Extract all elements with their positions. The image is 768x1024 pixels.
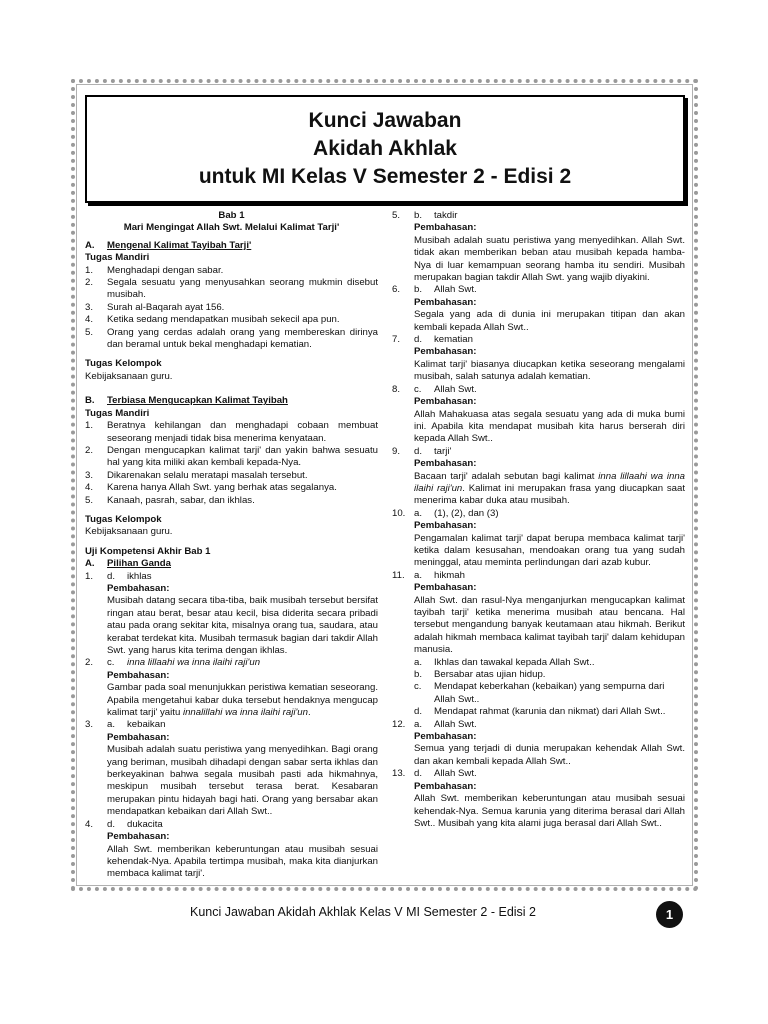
answer-row (392, 334, 685, 346)
pembahasan-label: Pembahasan: (414, 520, 477, 532)
tugas-mandiri-b: Tugas Mandiri (85, 407, 150, 419)
answer-text: kematian (434, 334, 473, 346)
explanation-part: . Kalimat ini merupakan frasa yang diucapkan saat menerima kabar duka atau musibah. (414, 482, 685, 507)
list-item (85, 482, 378, 494)
answer-row (85, 819, 378, 831)
kebijaksanaan-a: Kebijaksanaan guru. (85, 370, 173, 382)
list-item (414, 657, 685, 669)
answer-row (85, 571, 378, 583)
pembahasan-label: Pembahasan: (414, 396, 477, 408)
kebijaksanaan-b: Kebijaksanaan guru. (85, 526, 173, 538)
answer-row (392, 508, 685, 520)
list-item (85, 327, 378, 352)
answer-text: dukacita (127, 818, 163, 830)
answer-option: a. (414, 507, 423, 519)
item-number: 3. (85, 301, 94, 313)
pembahasan-label: Pembahasan: (107, 831, 170, 843)
item-text: Orang yang cerdas adalah orang yang membereskan dirinya dan beramal untuk bekal menghadapi kematian. (107, 326, 378, 351)
item-number: 5. (85, 326, 94, 338)
section-b-label: B. (85, 395, 95, 407)
item-number: 1. (85, 420, 94, 432)
pilihan-ganda-title: Pilihan Ganda (107, 558, 171, 570)
answer-row (392, 446, 685, 458)
answer-number: 12. (392, 718, 406, 730)
item-number: 5. (85, 494, 94, 506)
answer-explanation: Pengamalan kalimat tarji' dapat berupa membaca kalimat tarji' ketika dalam kesusahan, mendoakan orang tua yang sudah meninggal, atau meminta perlindungan dari azab kubur. (414, 532, 685, 569)
item-text: Dengan mengucapkan kalimat tarji' dan yakin bahwa sesuatu hal yang kita miliki akan kembali kepada-Nya. (107, 444, 378, 469)
footer-title: Kunci Jawaban Akidah Akhlak Kelas V MI Semester 2 - Edisi 2 (190, 905, 537, 919)
answer-text: inna lillaahi wa inna ilaihi raji'un (127, 657, 261, 669)
answer-option: d. (107, 570, 116, 582)
answer-row (392, 768, 685, 780)
list-item (414, 706, 685, 718)
answer-number: 11. (392, 569, 405, 581)
explanation-part: . (307, 707, 311, 719)
item-number: 3. (85, 469, 94, 481)
answer-number: 3. (85, 719, 94, 731)
item-text: Surah al-Baqarah ayat 156. (107, 301, 225, 313)
sub-text: Ikhlas dan tawakal kepada Allah Swt.. (434, 656, 595, 668)
answer-row (392, 384, 685, 396)
item-number: 4. (85, 314, 94, 326)
list-item (85, 470, 378, 482)
sub-text: Bersabar atas ujian hidup. (434, 669, 546, 681)
answer-option: c. (414, 383, 422, 395)
pembahasan-label: Pembahasan: (107, 582, 170, 594)
list-item (414, 681, 685, 706)
sub-text: Mendapat rahmat (karunia dan nikmat) dari Allah Swt.. (434, 706, 666, 718)
answer-row (392, 284, 685, 296)
answer-text: Allah Swt. (434, 284, 477, 296)
pembahasan-label: Pembahasan: (414, 222, 477, 234)
answer-number: 6. (392, 284, 401, 296)
answer-number: 2. (85, 657, 94, 669)
list-item (414, 669, 685, 681)
answer-text: kebaikan (127, 719, 166, 731)
title-line-1: Kunci Jawaban (308, 109, 462, 132)
section-b-heading (85, 395, 378, 407)
item-text: Ketika sedang mendapatkan musibah sekecil apa pun. (107, 314, 340, 326)
item-text: Beratnya kehilangan dan menghadapi cobaan membuat seseorang menjadi tidak bisa menerima kenyataan. (107, 420, 378, 444)
answer-explanation: Musibah datang secara tiba-tiba, baik musibah tersebut bersifat ringan atau berat, besar atau kecil, bisa diderita secara pribadi atau pada orang sekitar kita, misalnya orang tua, saudara, atau kerabat terdekat kita. Musibah termasuk bagian dari takdir Allah Swt. yang harus kita terima dengan ikhlas. (107, 595, 378, 656)
answer-explanation: Kalimat tarji' biasanya diucapkan ketika seseorang mengalami musibah, salah satunya adalah kematian. (414, 358, 685, 383)
page-number-badge: 1 (656, 901, 683, 928)
sub-option: d. (414, 706, 423, 718)
item-number: 2. (85, 277, 94, 289)
section-b-list (85, 420, 378, 507)
answer-text: Allah Swt. (434, 768, 477, 780)
chapter-number: Bab 1 (218, 210, 245, 221)
list-item (85, 445, 378, 470)
answer-explanation: Semua yang terjadi di dunia merupakan kehendak Allah Swt. dan akan kembali kepada Allah Swt.. (414, 743, 685, 767)
chapter-title: Mari Mengingat Allah Swt. Melalui Kalimat Tarji' (123, 222, 340, 234)
list-item (85, 495, 378, 507)
section-b-title: Terbiasa Mengucapkan Kalimat Tayibah (107, 395, 288, 407)
sub-text: Mendapat keberkahan (kebaikan) yang sempurna dari Allah Swt.. (434, 681, 665, 705)
answer-text: (1), (2), dan (3) (434, 507, 499, 519)
answer-explanation (392, 471, 685, 508)
right-column (392, 210, 685, 830)
pembahasan-label: Pembahasan: (107, 731, 170, 743)
item-text: Menghadapi dengan sabar. (107, 264, 224, 276)
explanation-italic: inna lillaahi wa inna ilaihi raji'un (414, 470, 685, 494)
tugas-kelompok-a: Tugas Kelompok (85, 358, 162, 370)
item-text: Dikarenakan selalu meratapi masalah tersebut. (107, 469, 308, 481)
section-a-list (85, 265, 378, 352)
answer-explanation: Musibah adalah suatu peristiwa yang menyedihkan. Allah Swt. tidak akan memberikan beban atau musibah kepada hamba-Nya di luar kemampuan seorang hamba itu sendiri. Musibah merupakan bagian takdir Allah Swt. yang wajib diyakini. (414, 234, 685, 284)
pembahasan-label: Pembahasan: (414, 780, 477, 792)
hikmah-list (392, 657, 685, 719)
answer-explanation: Allah Swt. memberikan keberuntungan atau musibah sesuai kehendak-Nya. Apabila tertimpa musibah, maka kita dianjurkan membaca kalimat tarji'. (107, 843, 378, 880)
section-a-label: A. (85, 239, 95, 251)
list-item (85, 277, 378, 302)
explanation-italic: innalillahi wa inna ilaihi raji'un (182, 707, 308, 719)
answer-explanation: Allah Swt. dan rasul-Nya menganjurkan mengucapkan kalimat tayibah tarji' ketika menerima musibah atau bencana. Hal tersebut mengandung banyak keutamaan atau hikmah. Berikut adalah hikmah membaca kalimat tayibah tarji' dalam kehidupan manusia. (414, 594, 685, 656)
answer-number: 9. (392, 445, 401, 457)
item-number: 2. (85, 444, 94, 456)
list-item (85, 302, 378, 314)
pembahasan-label: Pembahasan: (414, 731, 477, 743)
answer-row (85, 719, 378, 731)
item-number: 4. (85, 482, 94, 494)
pilihan-ganda-heading (85, 558, 378, 570)
answer-option: b. (414, 284, 423, 296)
pembahasan-label: Pembahasan: (107, 669, 170, 681)
answer-explanation: Allah Mahakuasa atas segala sesuatu yang ada di muka bumi ini. Apabila kita mendapat musibah kita harus berserah diri kepada Allah Swt.. (414, 408, 685, 445)
pilihan-ganda-label: A. (85, 558, 95, 570)
answer-text: tarji' (434, 445, 452, 457)
item-text: Segala sesuatu yang menyusahkan seorang mukmin disebut musibah. (107, 277, 378, 301)
answer-text: Allah Swt. (434, 383, 477, 395)
item-text: Kanaah, pasrah, sabar, dan ikhlas. (107, 494, 255, 506)
answer-row (392, 210, 685, 222)
answer-text: ikhlas (127, 570, 152, 582)
answer-number: 10. (392, 507, 406, 519)
title-line-3: untuk MI Kelas V Semester 2 - Edisi 2 (198, 165, 572, 188)
pembahasan-label: Pembahasan: (414, 346, 477, 358)
answer-row (392, 570, 685, 582)
section-a-heading (85, 240, 378, 252)
answer-explanation (85, 682, 378, 719)
item-number: 1. (85, 264, 94, 276)
answer-explanation: Allah Swt. memberikan keberuntungan atau musibah sesuai kehendak-Nya. Semua karunia yang diterima berasal dari Allah Swt.. Musibah yang kita alami juga berasal dari Allah Swt.. (414, 793, 685, 829)
pembahasan-label: Pembahasan: (414, 296, 477, 308)
title-box (85, 95, 685, 203)
explanation-part: Bacaan tarji' adalah sebutan bagi kalimat (414, 470, 599, 482)
answer-option: d. (414, 334, 423, 346)
answer-option: a. (107, 719, 116, 731)
answer-row (392, 719, 685, 731)
list-item (85, 314, 378, 326)
answer-option: c. (107, 657, 115, 669)
answer-number: 8. (392, 383, 401, 395)
answer-text: Allah Swt. (434, 718, 477, 730)
section-a-title: Mengenal Kalimat Tayibah Tarji' (107, 239, 252, 251)
uji-kompetensi-title: Uji Kompetensi Akhir Bab 1 (85, 545, 211, 557)
sub-option: c. (414, 681, 422, 693)
answer-option: d. (414, 768, 423, 780)
tugas-mandiri-a: Tugas Mandiri (85, 252, 150, 264)
answer-option: a. (414, 718, 423, 730)
answer-number: 7. (392, 334, 401, 346)
explanation-part: Gambar pada soal menunjukkan peristiwa kematian seseorang. Apabila mengetahui kabar duka tersebut hendaknya mengucap kalimat tarji' yaitu (107, 682, 378, 719)
answer-text: takdir (434, 210, 458, 221)
list-item (85, 420, 378, 445)
answer-option: d. (107, 818, 116, 830)
answer-option: d. (414, 445, 423, 457)
sub-option: a. (414, 656, 423, 668)
list-item (85, 265, 378, 277)
answer-text: hikmah (434, 569, 465, 581)
answer-row (85, 657, 378, 669)
answer-number: 4. (85, 818, 94, 830)
answer-option: b. (414, 210, 423, 221)
title-line-2: Akidah Akhlak (313, 137, 457, 160)
answer-number: 5. (392, 210, 401, 221)
sub-option: b. (414, 669, 423, 681)
answer-explanation: Segala yang ada di dunia ini merupakan titipan dan akan kembali kepada Allah Swt.. (414, 309, 685, 333)
answer-explanation: Musibah adalah suatu peristiwa yang menyedihkan. Bagi orang yang beriman, musibah dihadapi dengan sabar serta ikhlas dan berkeyakinan bahwa segala musibah pasti ada hikmahnya, meskipun musibah tersebut terasa berat. Kesabaran merupakan pintu hidayah bagi hati. Orang yang bersabar akan mendapatkan kebaikan dari Allah Swt.. (107, 744, 378, 818)
answer-number: 13. (392, 768, 406, 780)
tugas-kelompok-b: Tugas Kelompok (85, 513, 162, 525)
answer-option: a. (414, 569, 423, 581)
answer-number: 1. (85, 570, 94, 582)
left-column (85, 210, 378, 881)
pembahasan-label: Pembahasan: (414, 458, 477, 470)
pembahasan-label: Pembahasan: (414, 582, 477, 594)
item-text: Karena hanya Allah Swt. yang berhak atas segalanya. (107, 482, 337, 494)
